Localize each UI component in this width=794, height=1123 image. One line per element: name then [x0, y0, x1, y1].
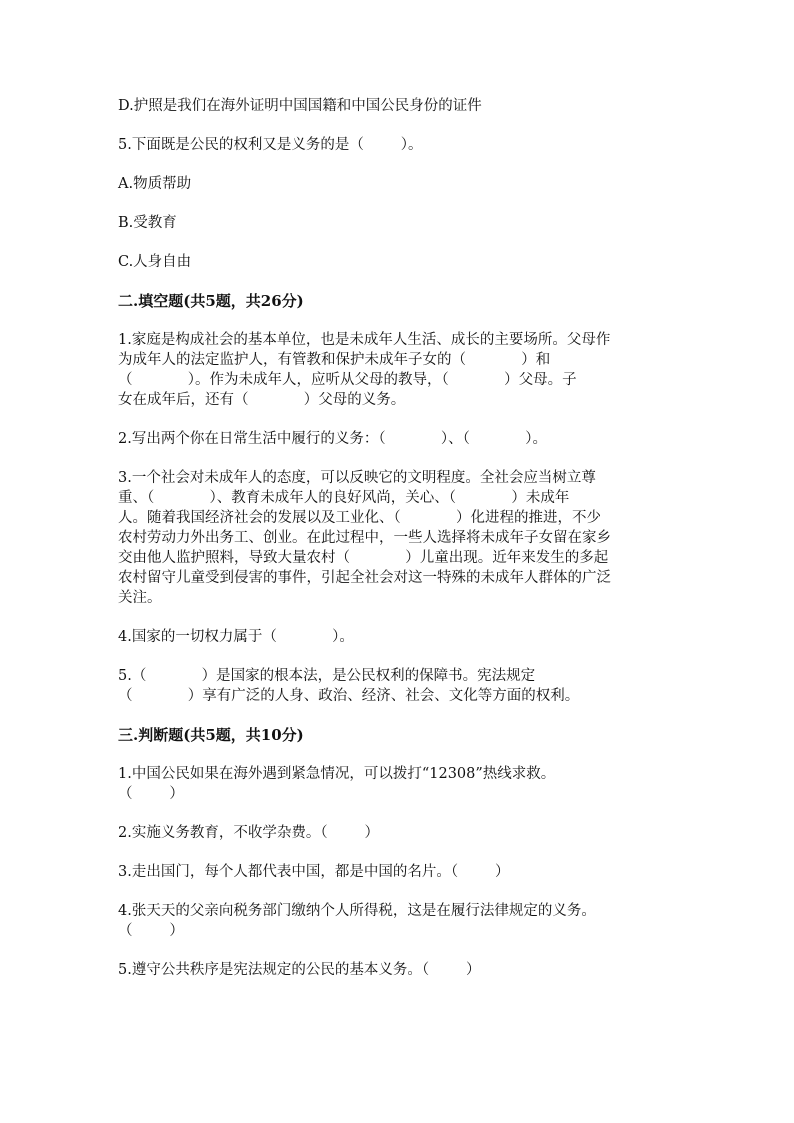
judge-question-2 — [118, 823, 678, 843]
question-line: 为成年人的法定监护人，有管教和保护未成年子女的（ ）和 — [118, 352, 551, 368]
question-line: 1.中国公民如果在海外遇到紧急情况，可以拨打“12308”热线求救。 — [118, 766, 556, 782]
judge-question-4 — [118, 901, 678, 941]
fill-question-1 — [118, 330, 678, 410]
fill-question-5 — [118, 666, 678, 706]
question-line: 5.遵守公共秩序是宪法规定的公民的基本义务。（ ） — [118, 962, 481, 978]
question-5 — [118, 135, 678, 155]
judge-question-3 — [118, 862, 678, 882]
question-line: 4.张天天的父亲向税务部门缴纳个人所得税，这是在履行法律规定的义务。 — [118, 903, 596, 919]
question-line: 2.写出两个你在日常生活中履行的义务：（ ）、（ ）。 — [118, 431, 547, 447]
question-line: 人。随着我国经济社会的发展以及工业化、（ ）化进程的推进，不少 — [118, 510, 602, 526]
question-line: 2.实施义务教育，不收学杂费。（ ） — [118, 825, 379, 841]
option-a: A.物质帮助 — [118, 176, 192, 192]
judge-question-1 — [118, 764, 678, 804]
question-line: 重、（ ）、教育未成年人的良好风尚，关心、（ ）未成年 — [118, 490, 570, 506]
section-title-fill-blank: 二.填空题(共5题，共26分) — [118, 292, 304, 310]
fill-question-3 — [118, 468, 678, 608]
question-line: 1.家庭是构成社会的基本单位，也是未成年人生活、成长的主要场所。父母作 — [118, 332, 611, 348]
option-d: D.护照是我们在海外证明中国国籍和中国公民身份的证件 — [118, 98, 482, 114]
question-line: （ ） — [118, 923, 184, 939]
question-line: （ ）。作为未成年人，应听从父母的教导，（ ）父母。子 — [118, 372, 577, 388]
section-title-true-false: 三.判断题(共5题，共10分) — [118, 726, 304, 744]
question-line: 农村劳动力外出务工、创业。在此过程中，一些人选择将未成年子女留在家乡 — [118, 530, 611, 546]
question-line: 关注。 — [118, 590, 162, 606]
question-line: 4.国家的一切权力属于（ ）。 — [118, 629, 354, 645]
question-line: 3.一个社会对未成年人的态度，可以反映它的文明程度。全社会应当树立尊 — [118, 470, 596, 486]
judge-question-5 — [118, 960, 678, 980]
question-line: 女在成年后，还有（ ）父母的义务。 — [118, 392, 406, 408]
question-line: 交由他人监护照料，导致大量农村（ ）儿童出现。近年来发生的多起 — [118, 550, 609, 566]
exam-page — [118, 96, 678, 999]
question-line: 3.走出国门，每个人都代表中国，都是中国的名片。（ ） — [118, 864, 510, 880]
question-line: 5.（ ）是国家的根本法，是公民权利的保障书。宪法规定 — [118, 668, 536, 684]
question-line: 农村留守儿童受到侵害的事件，引起全社会对这一特殊的未成年人群体的广泛 — [118, 570, 611, 586]
fill-question-2 — [118, 429, 678, 449]
question-line: （ ） — [118, 786, 184, 802]
question-line: （ ）享有广泛的人身、政治、经济、社会、文化等方面的权利。 — [118, 688, 580, 704]
question-stem: 5.下面既是公民的权利又是义务的是（ ）。 — [118, 137, 423, 153]
option-c: C.人身自由 — [118, 254, 192, 270]
fill-question-4 — [118, 627, 678, 647]
option-b: B.受教育 — [118, 215, 177, 231]
